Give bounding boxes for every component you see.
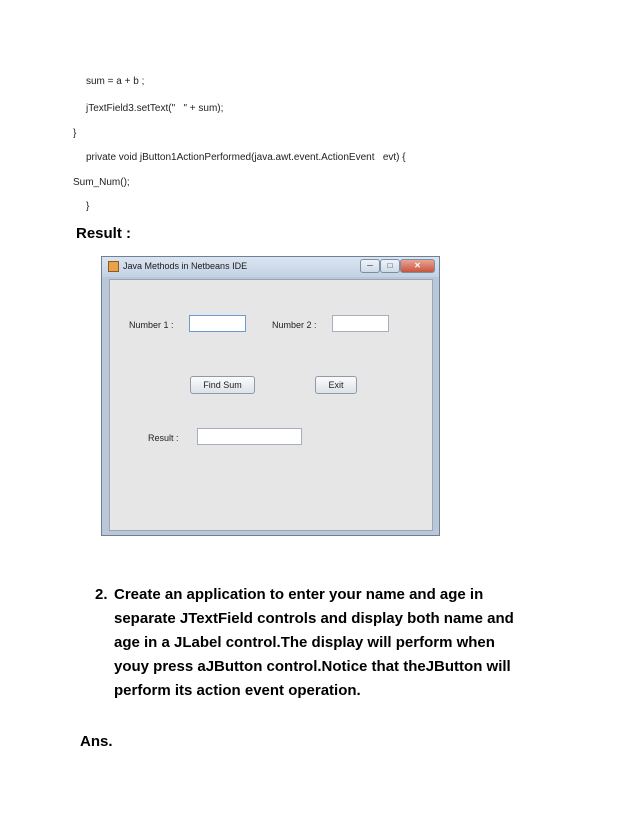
window-title: Java Methods in Netbeans IDE bbox=[123, 261, 248, 271]
java-app-icon bbox=[108, 261, 119, 272]
number1-label: Number 1 : bbox=[129, 320, 174, 330]
find-sum-button[interactable]: Find Sum bbox=[190, 376, 255, 394]
window-titlebar bbox=[102, 257, 439, 277]
minimize-icon[interactable]: ─ bbox=[360, 259, 380, 273]
code-line: Sum_Num(); bbox=[73, 177, 130, 188]
question-number: 2. bbox=[95, 586, 108, 603]
window-content bbox=[109, 279, 433, 531]
answer-label: Ans. bbox=[80, 733, 113, 750]
result-label: Result : bbox=[148, 433, 179, 443]
maximize-icon[interactable]: □ bbox=[380, 259, 400, 273]
code-line: } bbox=[73, 128, 77, 139]
code-line: } bbox=[86, 201, 90, 212]
code-line: jTextField3.setText(" " + sum); bbox=[86, 103, 224, 114]
result-heading: Result : bbox=[76, 225, 132, 242]
number2-input[interactable] bbox=[332, 315, 389, 332]
question-line: perform its action event operation. bbox=[114, 682, 361, 699]
question-line: youy press aJButton control.Notice that theJButton will bbox=[114, 658, 511, 675]
number2-label: Number 2 : bbox=[272, 320, 317, 330]
app-window-screenshot bbox=[101, 256, 440, 536]
question-line: Create an application to enter your name and age in bbox=[114, 586, 484, 603]
exit-button[interactable]: Exit bbox=[315, 376, 357, 394]
close-icon[interactable]: ✕ bbox=[400, 259, 435, 273]
question-line: separate JTextField controls and display both name and bbox=[114, 610, 514, 627]
result-output bbox=[197, 428, 302, 445]
code-line: sum = a + b ; bbox=[86, 76, 145, 87]
number1-input[interactable] bbox=[189, 315, 246, 332]
code-line: private void jButton1ActionPerformed(java.awt.event.ActionEvent evt) { bbox=[86, 152, 406, 163]
question-line: age in a JLabel control.The display will perform when bbox=[114, 634, 495, 651]
